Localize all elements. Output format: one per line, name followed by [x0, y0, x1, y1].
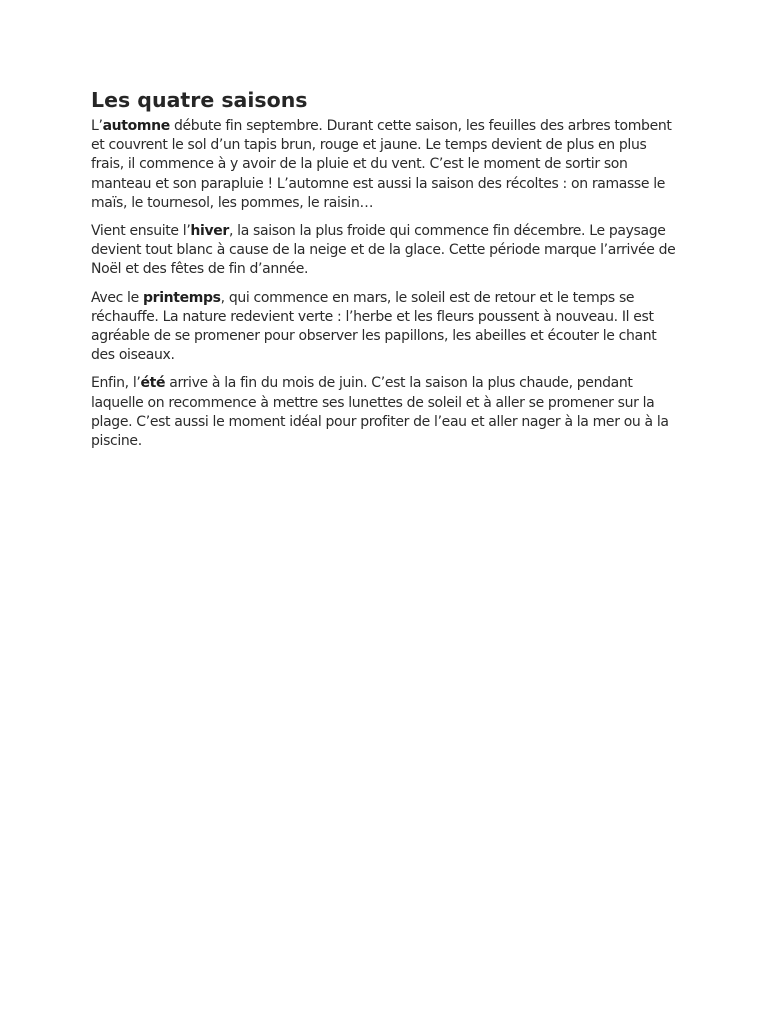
paragraph-spring	[91, 289, 681, 366]
keyword-spring: printemps	[142, 289, 221, 306]
page-title: Les quatre saisons	[91, 88, 308, 112]
paragraph-text-after: débute fin septembre. Durant cette saison, les feuilles des arbres tombent et couvrent le sol d’un tapis brun, rouge et jaune. Le temps devient de plus en plus frais, il commence à y avoir de la pluie et du vent. C’est le moment de sortir son manteau et son parapluie ! L’automne est aussi la saison des récoltes : on ramasse le maïs, le tournesol, les pommes, le raisin…	[91, 118, 672, 211]
keyword-winter: hiver	[190, 223, 229, 240]
paragraph-text-before: Avec le	[91, 289, 143, 306]
paragraph-summer	[91, 374, 681, 451]
paragraph-text-before: L’	[91, 118, 103, 134]
paragraph-text-after: , qui commence en mars, le soleil est de retour et le temps se réchauffe. La nature redevient verte : l’herbe et les fleurs poussent à nouveau. Il est agréable de se promener pour observer les papillons, les abeilles et écouter le chant des oiseaux.	[91, 289, 657, 364]
paragraph-text-before: Vient ensuite l’	[91, 223, 191, 240]
keyword-autumn: automne	[102, 118, 170, 134]
paragraph-autumn	[91, 117, 681, 213]
paragraph-text-before: Enfin, l’	[91, 375, 141, 392]
keyword-summer: été	[140, 375, 166, 392]
document-body	[91, 86, 681, 460]
paragraph-winter	[91, 222, 681, 280]
paragraph-text-after: arrive à la fin du mois de juin. C’est la saison la plus chaude, pendant laquelle on recommence à mettre ses lunettes de soleil et à aller se promener sur la plage. C’est aussi le moment idéal pour profiter de l’eau et aller nager à la mer ou à la piscine.	[91, 375, 669, 450]
paragraph-text-after: , la saison la plus froide qui commence fin décembre. Le paysage devient tout blanc à cause de la neige et de la glace. Cette période marque l’arrivée de Noël et des fêtes de fin d’année.	[91, 223, 676, 278]
